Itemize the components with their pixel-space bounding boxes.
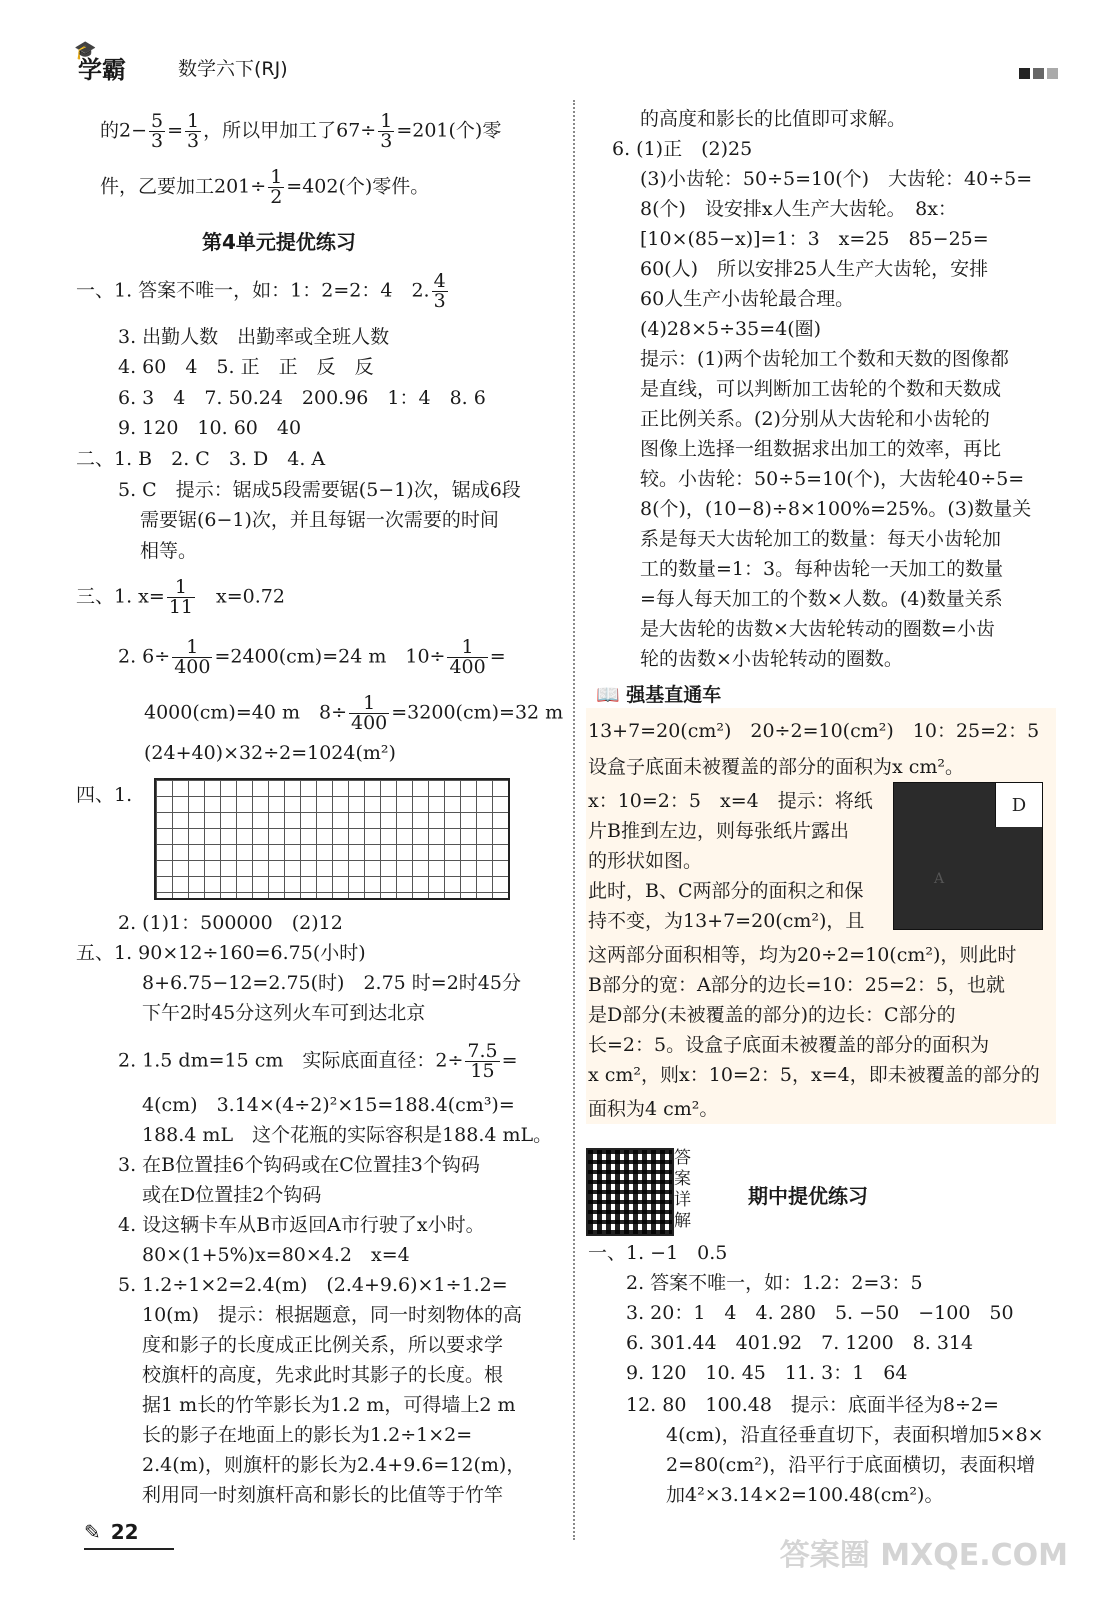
graduation-cap-icon: 🎓 <box>74 40 97 61</box>
page-header <box>74 40 1058 88</box>
section-three-line-4: (24+40)×32÷2=1024(m²) <box>144 742 396 764</box>
book-icon: 📖 <box>596 684 620 706</box>
q6-line-7: (4)28×5÷35=4(圈) <box>640 318 822 340</box>
q6-line-15: 工的数量=1：3。每种齿轮一天加工的数量 <box>640 558 1004 580</box>
q6-line-10: 正比例关系。(2)分别从大齿轮和小齿轮的 <box>640 408 990 430</box>
section-two-line-3: 需要锯(6−1)次，并且每锯一次需要的时间 <box>140 509 499 531</box>
section-two-line-4: 相等。 <box>140 540 198 562</box>
q6-line-4: [10×(85−x)]=1：3 x=25 85−25= <box>640 228 989 250</box>
q6-line-9: 是直线，可以判断加工齿轮的个数和天数成 <box>640 378 1002 400</box>
page-number: 22 <box>110 1520 139 1544</box>
section-five-line-11: 5. 1.2÷1×2=2.4(m) (2.4+9.6)×1÷1.2= <box>118 1274 508 1296</box>
section-five-line-15: 据1 m长的竹竿影长为1.2 m，可得墙上2 m <box>142 1394 516 1416</box>
section-five-line-13: 度和影子的长度成正比例关系，所以要求学 <box>142 1334 504 1356</box>
qr-code-icon[interactable] <box>586 1148 674 1236</box>
mid-line-7: 4(cm)，沿直径垂直切下，表面积增加5×8× <box>666 1424 1044 1446</box>
q6-line-18: 轮的齿数×小齿轮转动的圈数。 <box>640 648 903 670</box>
square-icon <box>1019 68 1030 79</box>
section-one-line-4: 6. 3 4 7. 50.24 200.96 1：4 8. 6 <box>118 387 486 409</box>
square-icon <box>1047 68 1058 79</box>
page-footer <box>84 1520 139 1544</box>
section-five-line-6: 188.4 mL 这个花瓶的实际容积是188.4 mL。 <box>142 1124 553 1146</box>
section-five-line-8: 或在D位置挂2个钩码 <box>142 1184 322 1206</box>
mid-line-5: 9. 120 10. 45 11. 3：1 64 <box>626 1362 908 1384</box>
qj-line-5: 的形状如图。 <box>588 850 703 872</box>
intro-line-2: 件，乙要加工201÷ $\frac{1}{2}$ =402(个)零件。 <box>100 166 430 208</box>
qiangji-header: 📖 强基直通车 <box>596 684 722 706</box>
mid-line-2: 2. 答案不唯一，如：1.2：2=3：5 <box>626 1272 923 1294</box>
q6-line-3: 8(个) 设安排x人生产大齿轮。 8x： <box>640 198 957 220</box>
section-one-line-3: 4. 60 4 5. 正 正 反 反 <box>118 356 374 378</box>
label-a: A <box>934 871 945 887</box>
footer-rule <box>84 1548 174 1550</box>
section-five-line-14: 校旗杆的高度，先求此时其影子的长度。根 <box>142 1364 504 1386</box>
section-three-line-3: 4000(cm)=40 m 8÷ $\frac{1}{400}$ =3200(cm)=32 m <box>144 692 564 734</box>
section-five-line-9: 4. 设这辆卡车从B市返回A市行驶了x小时。 <box>118 1214 485 1236</box>
grid-figure <box>154 778 510 900</box>
section-five-line-5: 4(cm) 3.14×(4÷2)²×15=188.4(cm³)= <box>142 1094 515 1116</box>
qr-caption: 答案详解 <box>674 1148 691 1231</box>
qj-line-6: 此时，B、C两部分的面积之和保 <box>588 880 864 902</box>
section-three-line-1: 三、1. x= $\frac{1}{11}$ x=0.72 <box>76 576 285 618</box>
intro-line-1: 的2− $\frac{5}{3}$ = $\frac{1}{3}$ ，所以甲加工了67÷ $\frac{1}{3}$ =201(个)零 <box>100 110 502 152</box>
qj-line-8: 这两部分面积相等，均为20÷2=10(cm²)，则此时 <box>588 944 1017 966</box>
qj-line-1: 13+7=20(cm²) 20÷2=10(cm²) 10：25=2：5 <box>588 720 1040 742</box>
q6-line-12: 较。小齿轮：50÷5=10(个)，大齿轮40÷5= <box>640 468 1025 490</box>
section-two-line-1: 二、1. B 2. C 3. D 4. A <box>76 448 326 470</box>
section-five-line-17: 2.4(m)，则旗杆的影长为2.4+9.6=12(m)， <box>142 1454 526 1476</box>
section-one-line-5: 9. 120 10. 60 40 <box>118 417 302 439</box>
q6-line-1: 6. (1)正 (2)25 <box>612 138 753 160</box>
section-five-line-12: 10(m) 提示：根据题意，同一时刻物体的高 <box>142 1304 523 1326</box>
section-five-line-4: 2. 1.5 dm=15 cm 实际底面直径：2÷ $\frac{7.5}{15}$ = <box>118 1040 518 1082</box>
section-five-line-16: 长的影子在地面上的影长为1.2÷1×2= <box>142 1424 473 1446</box>
q6-line-14: 系是每天大齿轮加工的数量：每天小齿轮加 <box>640 528 1002 550</box>
qj-line-12: x cm²，则x：10=2：5，x=4，即未被覆盖的部分的 <box>588 1064 1040 1086</box>
section-one-line-2: 3. 出勤人数 出勤率或全班人数 <box>118 326 390 348</box>
qj-line-11: 长=2：5。设盒子底面未被覆盖的部分的面积为 <box>588 1034 990 1056</box>
mid-line-9: 加4²×3.14×2=100.48(cm²)。 <box>666 1484 944 1506</box>
label-d: D <box>995 783 1042 827</box>
book-title: 数学六下(RJ) <box>178 58 288 80</box>
section-four-line-2: 2. (1)1：500000 (2)12 <box>118 912 343 934</box>
q6-line-2: (3)小齿轮：50÷5=10(个) 大齿轮：40÷5= <box>640 168 1033 190</box>
qj-line-3: x：10=2：5 x=4 提示：将纸 <box>588 790 873 812</box>
q6-line-11: 图像上选择一组数据求出加工的效率，再比 <box>640 438 1002 460</box>
q6-line-13: 8(个)，(10−8)÷8×100%=25%。(3)数量关 <box>640 498 1032 520</box>
column-divider <box>573 100 575 1540</box>
q6-line-16: =每人每天加工的个数×人数。(4)数量关系 <box>640 588 1003 610</box>
header-squares <box>1016 62 1058 84</box>
qj-line-4: 片B推到左边，则每张纸片露出 <box>588 820 849 842</box>
section-five-line-3: 下午2时45分这列火车可到达北京 <box>142 1002 426 1024</box>
q6-line-17: 是大齿轮的齿数×大齿轮转动的圈数=小齿 <box>640 618 995 640</box>
qj-line-13: 面积为4 cm²。 <box>588 1098 719 1120</box>
mid-line-6: 12. 80 100.48 提示：底面半径为8÷2= <box>626 1394 999 1416</box>
unit-4-title: 第4单元提优练习 <box>202 230 356 254</box>
square-icon <box>1033 68 1044 79</box>
section-five-line-7: 3. 在B位置挂6个钩码或在C位置挂3个钩码 <box>118 1154 480 1176</box>
section-five-line-1: 五、1. 90×12÷160=6.75(小时) <box>76 942 366 964</box>
section-five-line-2: 8+6.75−12=2.75(时) 2.75 时=2时45分 <box>142 972 521 994</box>
section-three-line-2: 2. 6÷ $\frac{1}{400}$ =2400(cm)=24 m 10÷ $\frac{1}{400}$ = <box>118 636 506 678</box>
qj-line-2: 设盒子底面未被覆盖的部分的面积为x cm²。 <box>588 756 965 778</box>
mid-line-8: 2=80(cm²)，沿平行于底面横切，表面积增 <box>666 1454 1036 1476</box>
pencil-icon: ✎ <box>84 1520 101 1544</box>
section-two-line-2: 5. C 提示：锯成5段需要锯(5−1)次，锯成6段 <box>118 479 521 501</box>
section-five-line-10: 80×(1+5%)x=80×4.2 x=4 <box>142 1244 410 1266</box>
brand-logo: 学霸 <box>78 56 126 84</box>
right-continuation: 的高度和影长的比值即可求解。 <box>640 108 907 130</box>
qj-line-7: 持不变，为13+7=20(cm²)，且 <box>588 910 865 932</box>
q6-line-5: 60(人) 所以安排25人生产大齿轮，安排 <box>640 258 989 280</box>
q6-line-6: 60人生产小齿轮最合理。 <box>640 288 855 310</box>
q6-line-8: 提示：(1)两个齿轮加工个数和天数的图像都 <box>640 348 1009 370</box>
qj-line-10: 是D部分(未被覆盖的部分)的边长：C部分的 <box>588 1004 956 1026</box>
paper-cards-photo <box>893 782 1043 930</box>
section-four-line-1: 四、1. <box>76 784 133 806</box>
mid-line-3: 3. 20：1 4 4. 280 5. −50 −100 50 <box>626 1302 1014 1324</box>
qj-line-9: B部分的宽：A部分的边长=10：25=2：5，也就 <box>588 974 1006 996</box>
midterm-title: 期中提优练习 <box>748 1184 868 1208</box>
section-five-line-18: 利用同一时刻旗杆高和影长的比值等于竹竿 <box>142 1484 504 1506</box>
watermark: 答案圈 MXQE.COM <box>779 1538 1068 1573</box>
mid-line-4: 6. 301.44 401.92 7. 1200 8. 314 <box>626 1332 974 1354</box>
section-one-line-1: 一、1. 答案不唯一，如：1：2=2：4 2. $\frac{4}{3}$ <box>76 270 446 312</box>
mid-line-1: 一、1. −1 0.5 <box>588 1242 728 1264</box>
